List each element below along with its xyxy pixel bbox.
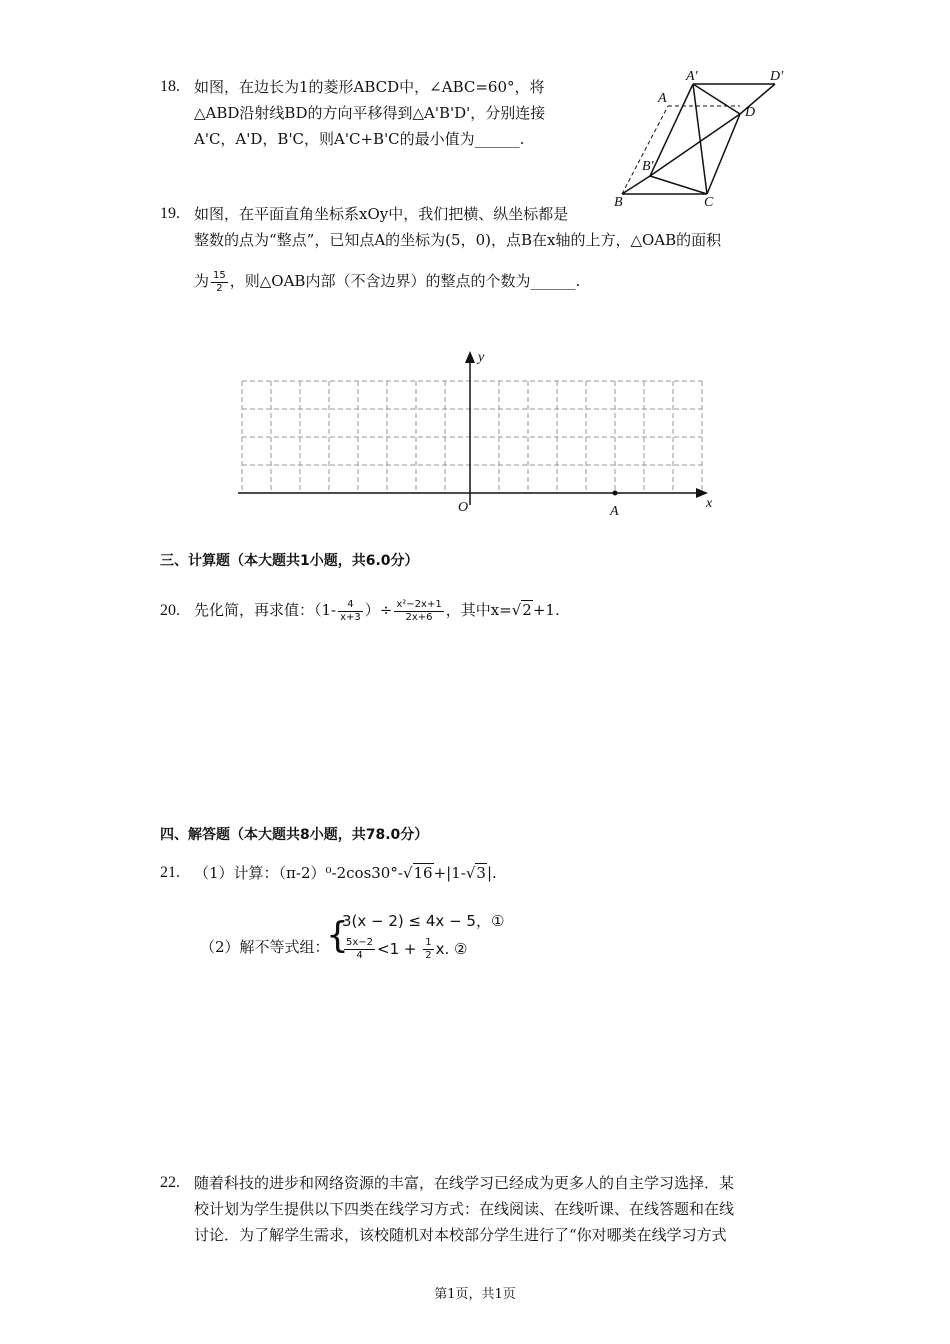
q19-text-line3: 为 $\frac{15}{2}$ ，则△OAB内部（不含边界）的整点的个数为______. [194,269,581,294]
label-b-prime: B' [642,159,654,174]
label-d-prime: D' [770,69,784,84]
q21-part2-label: （2）解不等式组： [200,938,330,956]
fraction-4-over-x-plus-3: $\frac{4}{x+3}$ [340,598,361,623]
q19-text-line2: 整数的点为“整点”，已知点A的坐标为(5，0)，点B在x轴的上方，△OAB的面积 [194,231,722,249]
label-b: B [614,195,623,210]
fraction-quadratic-over-2x-plus-6: $\frac{\text{x²−2x+1}}{2x+6}$ [396,598,442,623]
axis-label-y: y [478,350,485,365]
q22-number: 22. [160,1174,180,1191]
q20-text: 先化简，再求值：（1- $\frac{4}{x+3}$ ）÷ $\frac{\text{x²−2x+1}}{2x+6}$ ，其中x=√2+1. [194,598,560,623]
q22-text-line1: 随着科技的进步和网络资源的丰富，在线学习已经成为更多人的自主学习选择．某 [194,1174,735,1192]
page-footer: 第1页，共1页 [434,1287,516,1302]
section-heading-calculation: 三、计算题（本大题共1小题，共6.0分） [160,553,419,569]
q22-text-line3: 讨论．为了解学生需求，该校随机对本校部分学生进行了“你对哪类在线学习方式 [194,1226,727,1244]
brace-icon: { [326,915,349,956]
label-c: C [704,195,714,210]
coordinate-grid [230,345,730,520]
q21-number: 21. [160,864,180,881]
q20-number: 20. [160,602,180,619]
origin-label: O [458,500,469,515]
sqrt-3: 3 [476,864,486,882]
label-d: D [745,105,756,120]
q19-number: 19. [160,205,180,222]
q19-text-line1: 如图，在平面直角坐标系xOy中，我们把横、纵坐标都是 [194,205,569,223]
label-a-prime: A' [686,69,698,84]
q18-number: 18. [160,78,180,95]
section-heading-solutions: 四、解答题（本大题共8小题，共78.0分） [160,827,429,843]
fraction-15-over-2: $\frac{15}{2}$ [213,269,226,294]
q22-text-line2: 校计划为学生提供以下四类在线学习方式：在线阅读、在线听课、在线答题和在线 [194,1200,735,1218]
q18-text-line2: △ABD沿射线BD的方向平移得到△A'B'D'，分别连接 [194,104,546,122]
q21-part1: （1）计算：（π-2）⁰-2cos30°-√16+|1-√3|. [194,864,497,882]
inequality-1: 3(x − 2) ≤ 4x − 5，① [342,912,505,930]
axis-label-x: x [706,496,713,511]
q18-text-line1: 如图，在边长为1的菱形ABCD中，∠ABC=60°，将 [194,78,545,96]
sqrt-2: 2 [522,601,532,619]
inequality-2: $\frac{5x-2}{4}$ <1 + $\frac{1}{2}$ x. ② [346,937,468,961]
rhombus-figure [600,66,800,214]
sqrt-16: 16 [413,864,433,882]
q18-text-line3: A'C，A'D，B'C，则A'C+B'C的最小值为______. [194,130,525,148]
point-a-label: A [610,504,619,519]
label-a: A [658,91,667,106]
